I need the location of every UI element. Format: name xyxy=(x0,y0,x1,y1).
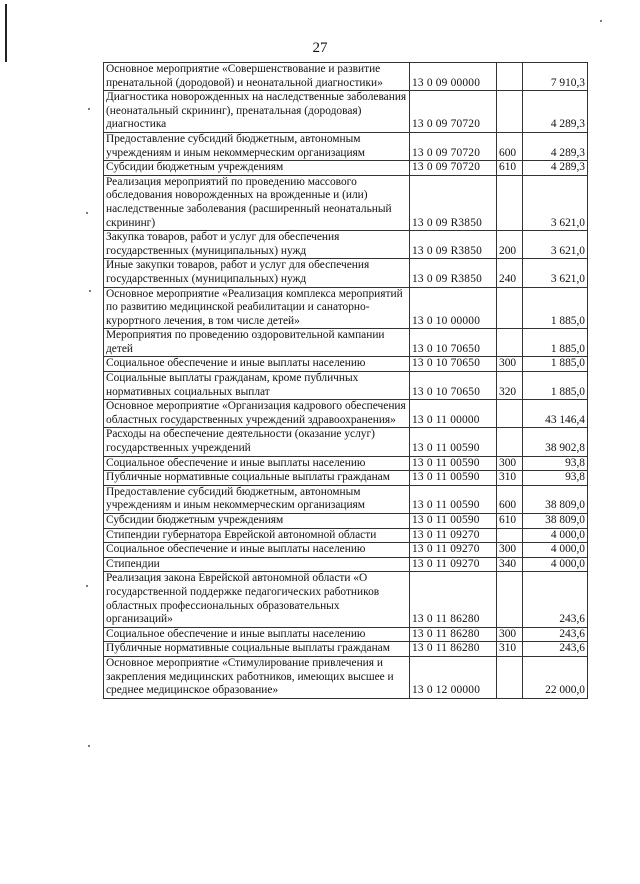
row-expense-type-cell xyxy=(497,175,523,230)
row-expense-type-cell xyxy=(497,329,523,357)
row-name-cell: Субсидии бюджетным учреждениям xyxy=(104,514,410,529)
table-row xyxy=(104,514,588,529)
table-row xyxy=(104,656,588,698)
row-name-cell: Социальные выплаты гражданам, кроме публичных нормативных социальных выплат xyxy=(104,372,410,400)
row-name-cell: Субсидии бюджетным учреждениям xyxy=(104,161,410,176)
table-row xyxy=(104,175,588,230)
table-row xyxy=(104,456,588,471)
row-code-cell: 13 0 10 70650 xyxy=(410,372,497,400)
table-row xyxy=(104,259,588,287)
row-expense-type-cell: 300 xyxy=(497,456,523,471)
row-name-cell: Диагностика новорожденных на наследственные заболевания (неонатальный скрининг), пренатальная (дородовая) диагностика xyxy=(104,91,410,133)
row-code-cell: 13 0 11 86280 xyxy=(410,627,497,642)
page-number: 27 xyxy=(312,40,328,56)
row-expense-type-cell: 610 xyxy=(497,161,523,176)
row-code-cell: 13 0 11 86280 xyxy=(410,642,497,657)
row-name-cell: Основное мероприятие «Реализация комплекса мероприятий по развитию медицинской реабилитации и санаторно-курортного лечения, в том числе детей» xyxy=(104,287,410,329)
row-code-cell: 13 0 11 00590 xyxy=(410,514,497,529)
row-amount-cell: 38 902,8 xyxy=(523,428,588,456)
table-row xyxy=(104,642,588,657)
row-amount-cell: 3 621,0 xyxy=(523,175,588,230)
row-amount-cell: 4 000,0 xyxy=(523,528,588,543)
row-code-cell: 13 0 11 09270 xyxy=(410,543,497,558)
table-row xyxy=(104,485,588,513)
row-expense-type-cell: 310 xyxy=(497,642,523,657)
table-row xyxy=(104,428,588,456)
scan-speck xyxy=(86,212,88,214)
row-name-cell: Социальное обеспечение и иные выплаты населению xyxy=(104,456,410,471)
row-code-cell: 13 0 11 00590 xyxy=(410,485,497,513)
row-amount-cell: 243,6 xyxy=(523,572,588,627)
scan-speck xyxy=(600,20,602,22)
table-row xyxy=(104,471,588,486)
table-row xyxy=(104,400,588,428)
table-row xyxy=(104,357,588,372)
row-expense-type-cell: 300 xyxy=(497,543,523,558)
row-amount-cell: 7 910,3 xyxy=(523,63,588,91)
table-row xyxy=(104,528,588,543)
table-row xyxy=(104,91,588,133)
row-name-cell: Предоставление субсидий бюджетным, автономным учреждениям и иным некоммерческим организациям xyxy=(104,485,410,513)
row-expense-type-cell: 200 xyxy=(497,231,523,259)
row-amount-cell: 4 000,0 xyxy=(523,557,588,572)
row-name-cell: Социальное обеспечение и иные выплаты населению xyxy=(104,543,410,558)
scan-speck xyxy=(86,585,88,587)
row-code-cell: 13 0 11 00590 xyxy=(410,471,497,486)
row-code-cell: 13 0 11 86280 xyxy=(410,572,497,627)
row-amount-cell: 93,8 xyxy=(523,471,588,486)
row-amount-cell: 1 885,0 xyxy=(523,287,588,329)
row-code-cell: 13 0 09 R3850 xyxy=(410,231,497,259)
row-amount-cell: 1 885,0 xyxy=(523,357,588,372)
row-name-cell: Иные закупки товаров, работ и услуг для обеспечения государственных (муниципальных) нужд xyxy=(104,259,410,287)
row-name-cell: Основное мероприятие «Совершенствование и развитие пренатальной (дородовой) и неонатальной диагностики» xyxy=(104,63,410,91)
scan-speck xyxy=(88,745,90,747)
row-expense-type-cell xyxy=(497,400,523,428)
row-amount-cell: 3 621,0 xyxy=(523,259,588,287)
table-row xyxy=(104,329,588,357)
row-name-cell: Предоставление субсидий бюджетным, автономным учреждениям и иным некоммерческим организациям xyxy=(104,132,410,160)
row-code-cell: 13 0 11 09270 xyxy=(410,557,497,572)
row-code-cell: 13 0 11 00590 xyxy=(410,428,497,456)
row-name-cell: Стипендии губернатора Еврейской автономной области xyxy=(104,528,410,543)
row-code-cell: 13 0 12 00000 xyxy=(410,656,497,698)
row-code-cell: 13 0 09 70720 xyxy=(410,132,497,160)
row-name-cell: Основное мероприятие «Организация кадрового обеспечения областных государственных учреждений здравоохранения» xyxy=(104,400,410,428)
table-row xyxy=(104,63,588,91)
row-expense-type-cell: 310 xyxy=(497,471,523,486)
row-expense-type-cell: 240 xyxy=(497,259,523,287)
row-expense-type-cell xyxy=(497,91,523,133)
row-amount-cell: 38 809,0 xyxy=(523,485,588,513)
row-amount-cell: 4 289,3 xyxy=(523,132,588,160)
row-name-cell: Закупка товаров, работ и услуг для обеспечения государственных (муниципальных) нужд xyxy=(104,231,410,259)
table-row xyxy=(104,543,588,558)
row-name-cell: Публичные нормативные социальные выплаты гражданам xyxy=(104,471,410,486)
row-amount-cell: 3 621,0 xyxy=(523,231,588,259)
row-code-cell: 13 0 11 09270 xyxy=(410,528,497,543)
row-name-cell: Основное мероприятие «Стимулирование привлечения и закрепления медицинских работников, имеющих высшее и среднее медицинское образование» xyxy=(104,656,410,698)
row-expense-type-cell xyxy=(497,656,523,698)
row-expense-type-cell: 300 xyxy=(497,357,523,372)
row-expense-type-cell xyxy=(497,287,523,329)
row-expense-type-cell xyxy=(497,572,523,627)
budget-table xyxy=(103,62,588,699)
row-name-cell: Публичные нормативные социальные выплаты гражданам xyxy=(104,642,410,657)
scan-speck xyxy=(89,290,91,292)
row-amount-cell: 22 000,0 xyxy=(523,656,588,698)
row-expense-type-cell: 600 xyxy=(497,485,523,513)
row-amount-cell: 1 885,0 xyxy=(523,329,588,357)
row-expense-type-cell: 300 xyxy=(497,627,523,642)
row-expense-type-cell: 600 xyxy=(497,132,523,160)
row-code-cell: 13 0 10 70650 xyxy=(410,329,497,357)
row-amount-cell: 4 289,3 xyxy=(523,91,588,133)
row-expense-type-cell: 320 xyxy=(497,372,523,400)
row-name-cell: Реализация мероприятий по проведению массового обследования новорожденных на врожденные и (или) наследственные заболевания (расширенный неонатальный скрининг) xyxy=(104,175,410,230)
row-amount-cell: 4 000,0 xyxy=(523,543,588,558)
row-code-cell: 13 0 10 00000 xyxy=(410,287,497,329)
row-amount-cell: 38 809,0 xyxy=(523,514,588,529)
table-row xyxy=(104,557,588,572)
table-row xyxy=(104,161,588,176)
row-code-cell: 13 0 09 R3850 xyxy=(410,259,497,287)
row-expense-type-cell xyxy=(497,428,523,456)
row-amount-cell: 1 885,0 xyxy=(523,372,588,400)
table-row xyxy=(104,572,588,627)
row-name-cell: Реализация закона Еврейской автономной области «О государственной поддержке педагогических работников областных профессиональных образовательных организаций» xyxy=(104,572,410,627)
row-code-cell: 13 0 09 70720 xyxy=(410,91,497,133)
row-code-cell: 13 0 09 R3850 xyxy=(410,175,497,230)
row-amount-cell: 43 146,4 xyxy=(523,400,588,428)
row-code-cell: 13 0 10 70650 xyxy=(410,357,497,372)
row-expense-type-cell xyxy=(497,63,523,91)
row-amount-cell: 93,8 xyxy=(523,456,588,471)
row-amount-cell: 243,6 xyxy=(523,627,588,642)
row-code-cell: 13 0 09 70720 xyxy=(410,161,497,176)
row-name-cell: Социальное обеспечение и иные выплаты населению xyxy=(104,357,410,372)
row-expense-type-cell xyxy=(497,528,523,543)
row-expense-type-cell: 610 xyxy=(497,514,523,529)
row-name-cell: Стипендии xyxy=(104,557,410,572)
row-code-cell: 13 0 09 00000 xyxy=(410,63,497,91)
row-code-cell: 13 0 11 00590 xyxy=(410,456,497,471)
table-row xyxy=(104,372,588,400)
row-amount-cell: 4 289,3 xyxy=(523,161,588,176)
budget-table-body xyxy=(104,63,588,699)
table-row xyxy=(104,231,588,259)
row-amount-cell: 243,6 xyxy=(523,642,588,657)
table-row xyxy=(104,287,588,329)
row-code-cell: 13 0 11 00000 xyxy=(410,400,497,428)
row-expense-type-cell: 340 xyxy=(497,557,523,572)
row-name-cell: Мероприятия по проведению оздоровительной кампании детей xyxy=(104,329,410,357)
row-name-cell: Расходы на обеспечение деятельности (оказание услуг) государственных учреждений xyxy=(104,428,410,456)
row-name-cell: Социальное обеспечение и иные выплаты населению xyxy=(104,627,410,642)
table-row xyxy=(104,132,588,160)
table-row xyxy=(104,627,588,642)
scan-speck xyxy=(88,108,90,110)
